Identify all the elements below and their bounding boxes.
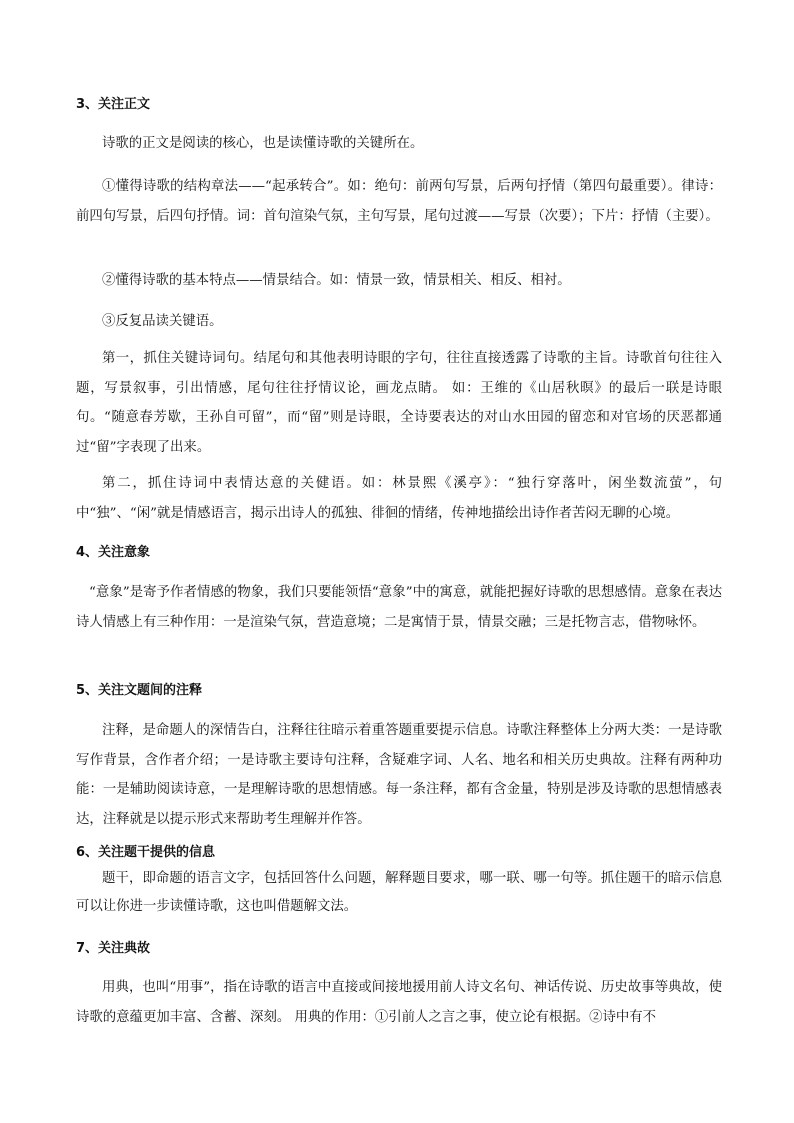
section-3-paragraph-3: ②懂得诗歌的基本特点——情景结合。如：情景一致，情景相关、相反、相衬。 [102, 273, 571, 288]
section-6-heading: 6、关注题干提供的信息 [76, 845, 216, 860]
section-7-heading: 7、关注典故 [76, 941, 151, 956]
section-6-paragraph-1: 题干，即命题的语言文字，包括回答什么问题，解释题目要求，哪一联、哪一句等。抓住题干的暗示信息可以让你进一步读懂诗歌，这也叫借题解文法。 [76, 871, 722, 914]
section-4-paragraph-1: “意象”是寄予作者情感的物象，我们只要能领悟“意象”中的寓意，就能把握好诗歌的思想感情。意象在表达诗人情感上有三种作用：一是渲染气氛，营造意境；二是寓情于景，情景交融；三是托物言志，借物咏怀。 [76, 585, 722, 630]
section-5-heading: 5、关注文题间的注释 [76, 683, 203, 698]
section-3-heading: 3、关注正文 [76, 97, 151, 112]
section-3-paragraph-5: 第一，抓住关键诗词句。结尾句和其他表明诗眼的字句，往往直接透露了诗歌的主旨。诗歌首句往往入题，写景叙事，引出情感，尾句往往抒情议论，画龙点睛。 如：王维的《山居秋暝》的最后一联是诗眼句。“随意春芳歇，王孙自可留”，而“留”则是诗眼，全诗要表达的对山水田园的留恋和对官场的厌恶都通过“留”字表现了出来。 [76, 351, 722, 455]
section-3-paragraph-4: ③反复品读关键语。 [102, 314, 223, 329]
section-3-paragraph-2: ①懂得诗歌的结构章法——“起承转合”。如：绝句：前两句写景，后两句抒情（第四句最重要）。律诗：前四句写景，后四句抒情。词：首句渲染气氛，主句写景，尾句过渡——写景（次要）；下片：抒情（主要）。 [76, 179, 722, 224]
section-4-heading: 4、关注意象 [76, 545, 151, 560]
section-7-paragraph-1: 用典，也叫“用事”，指在诗歌的语言中直接或间接地援用前人诗文名句、神话传说、历史故事等典故，使诗歌的意蕴更加丰富、含蓄、深刻。 用典的作用：①引前人之言之事，使立论有根据。②诗中有不 [76, 980, 722, 1025]
section-5-paragraph-1: 注释，是命题人的深情告白，注释往往暗示着重答题重要提示信息。诗歌注释整体上分两大类：一是诗歌写作背景，含作者介绍；一是诗歌主要诗句注释，含疑难字词、人名、地名和相关历史典故。注释有两种功能：一是辅助阅读诗意，一是理解诗歌的思想情感。每一条注释，都有含金量，特别是涉及诗歌的思想情感表达，注释就是以提示形式来帮助考生理解并作答。 [76, 723, 722, 827]
section-3-paragraph-6: 第二，抓住诗词中表情达意的关健语。如：林景熙《溪亭》：“独行穿落叶，闲坐数流萤”，句中“独”、“闲”就是情感语言，揭示出诗人的孤独、徘徊的情绪，传神地描绘出诗作者苦闷无聊的心境。 [76, 476, 722, 521]
section-3-paragraph-1: 诗歌的正文是阅读的核心，也是读懂诗歌的关键所在。 [102, 136, 424, 151]
